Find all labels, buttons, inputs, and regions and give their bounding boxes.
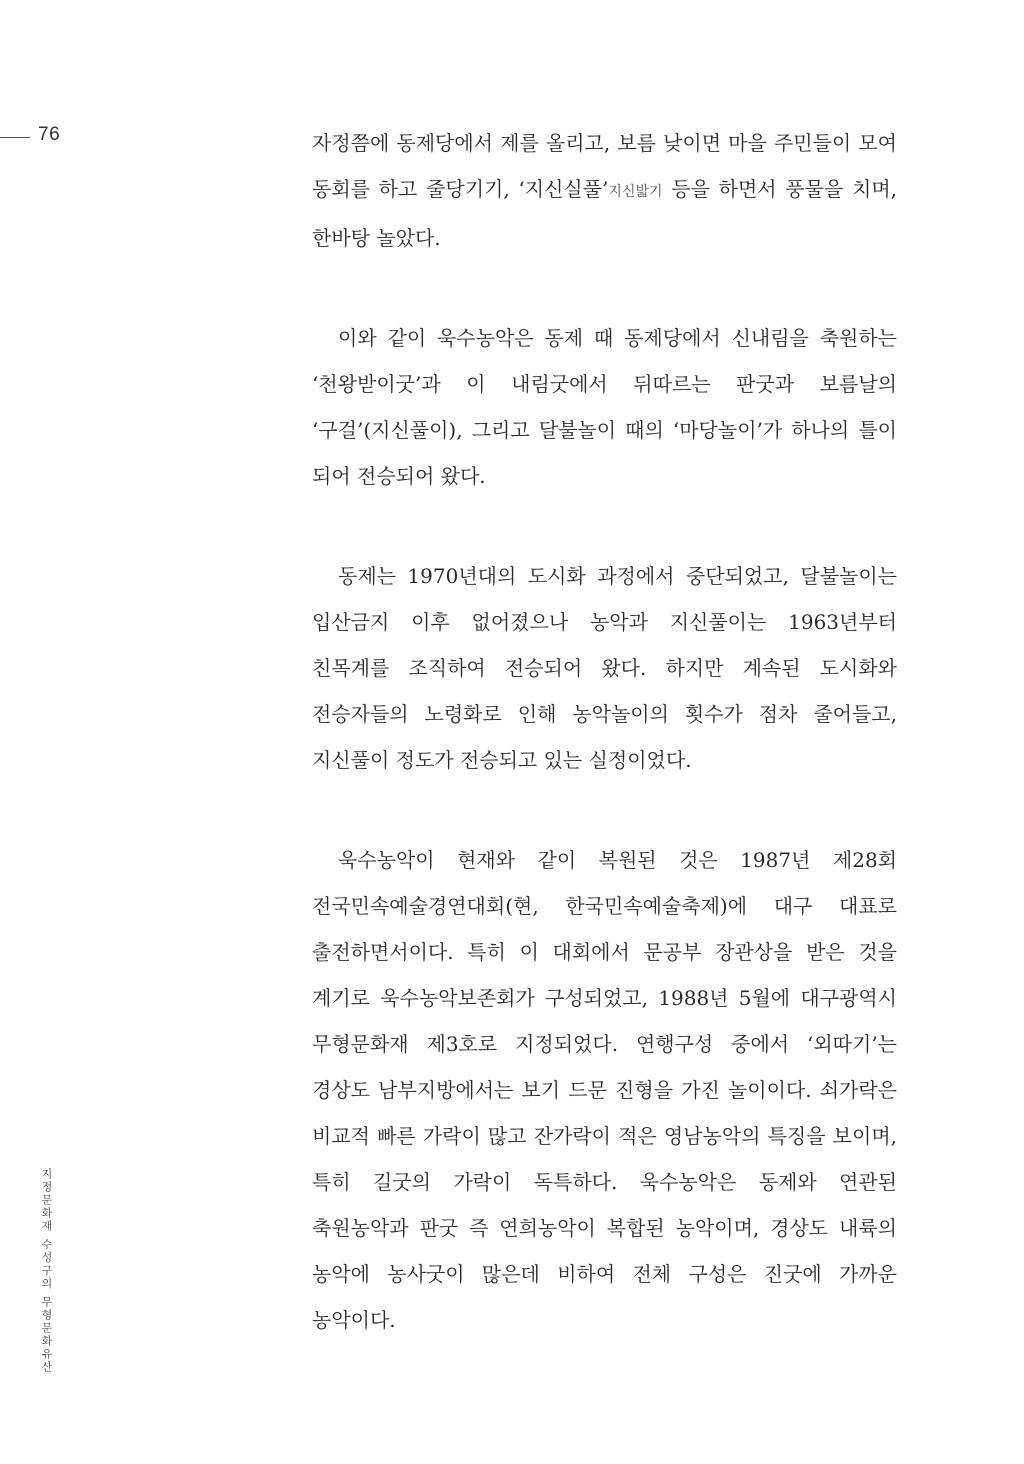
paragraph-1-text-start: 자정쯤에 동제당에서 제를 올리고, 보름 낮이면 마을 주민들이 모여 동회를 하고 줄당기기, ‘지신실풀’ [312,131,897,201]
page-number-rule [0,137,30,138]
running-title: 지정문화재 수성구의 무형문화유산 [40,1168,53,1374]
page-number: 76 [38,124,61,145]
paragraph-2: 이와 같이 욱수농악은 동제 때 동제당에서 신내림을 축원하는 ‘천왕받이굿’과 이 내림굿에서 뒤따르는 판굿과 보름날의 ‘구걸’(지신풀이), 그리고 달불놀이 때의 ‘마당놀이’가 하나의 틀이 되어 전승되어 왔다. [312,326,897,488]
body-text [312,120,897,1397]
paragraph-1-text-end: 등을 하면서 풍물을 치며, 한바탕 놀았다. [312,177,897,250]
paragraph-1 [312,120,897,261]
paragraph-4: 욱수농악이 현재와 같이 복원된 것은 1987년 제28회 전국민속예술경연대회(현, 한국민속예술축제)에 대구 대표로 출전하면서이다. 특히 이 대회에서 문공부 장관상을 받은 것을 계기로 욱수농악보존회가 구성되었고, 1988년 5월에 대구광역시 무형문화재 제3호로 지정되었다. 연행구성 중에서 ‘외따기’는 경상도 남부지방에서는 보기 드문 진형을 가진 놀이이다. 쇠가락은 비교적 빠른 가락이 많고 잔가락이 적은 영남농악의 특징을 보이며, 특히 길굿의 가락이 독특하다. 욱수농악은 동제와 연관된 축원농악과 판굿 즉 연희농악이 복합된 농악이며, 경상도 내륙의 농악에 농사굿이 많은데 비하여 전체 구성은 진굿에 가까운 농악이다. [312,848,897,1332]
paragraph-3: 동제는 1970년대의 도시화 과정에서 중단되었고, 달불놀이는 입산금지 이후 없어졌으나 농악과 지신풀이는 1963년부터 친목계를 조직하여 전승되어 왔다. 하지만 계속된 도시화와 전승자들의 노령화로 인해 농악놀이의 횟수가 점차 줄어들고, 지신풀이 정도가 전승되고 있는 실정이었다. [312,564,897,772]
gloss-annotation: 지신밟기 [608,184,663,200]
